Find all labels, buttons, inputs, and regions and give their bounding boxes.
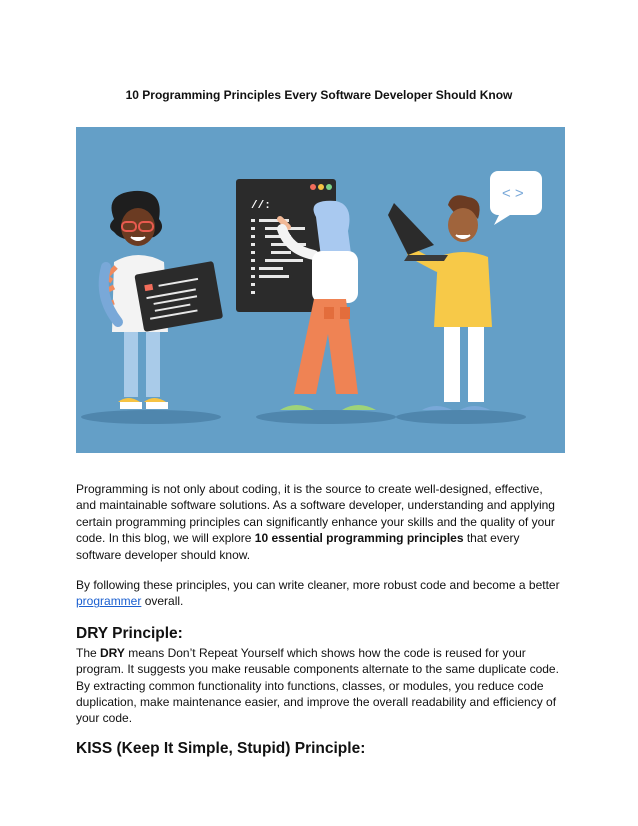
board-code-label: //: bbox=[251, 200, 271, 212]
document-title: 10 Programming Principles Every Software Developer Should Know bbox=[125, 88, 513, 102]
dry-bold: DRY bbox=[100, 645, 125, 660]
bubble-symbol: < > bbox=[502, 185, 524, 202]
section-heading-dry: DRY Principle: bbox=[76, 624, 183, 642]
developer-left bbox=[104, 191, 223, 409]
hero-illustration bbox=[76, 127, 565, 453]
section-body-dry: The DRY means Don’t Repeat Yourself which shows how the code is reused for your program. It suggests you make reusable components alternate to the same duplicate code. By extracting common functionality into functions, classes, or modules, you reduce code duplication, make maintenance easier, and improve the overall readability and efficiency of your code. bbox=[76, 645, 559, 726]
intro-paragraph-2: By following these principles, you can write cleaner, more robust code and become a better programmer overall. bbox=[76, 578, 560, 609]
programmer-link[interactable]: programmer bbox=[76, 594, 142, 609]
developer-right bbox=[388, 171, 542, 410]
intro-paragraph: Programming is not only about coding, it is the source to create well-designed, effective, and maintainable software solutions. As a software developer, understanding and applying certain programming principles can significantly enhance your skills and the quality of your code. In this blog, we will explore 10 essential programming principles that every software developer should know. bbox=[76, 482, 555, 562]
intro-bold-phrase: 10 essential programming principles bbox=[254, 531, 464, 546]
section-heading-kiss: KISS (Keep It Simple, Stupid) Principle: bbox=[76, 739, 366, 757]
article-body bbox=[76, 481, 566, 760]
